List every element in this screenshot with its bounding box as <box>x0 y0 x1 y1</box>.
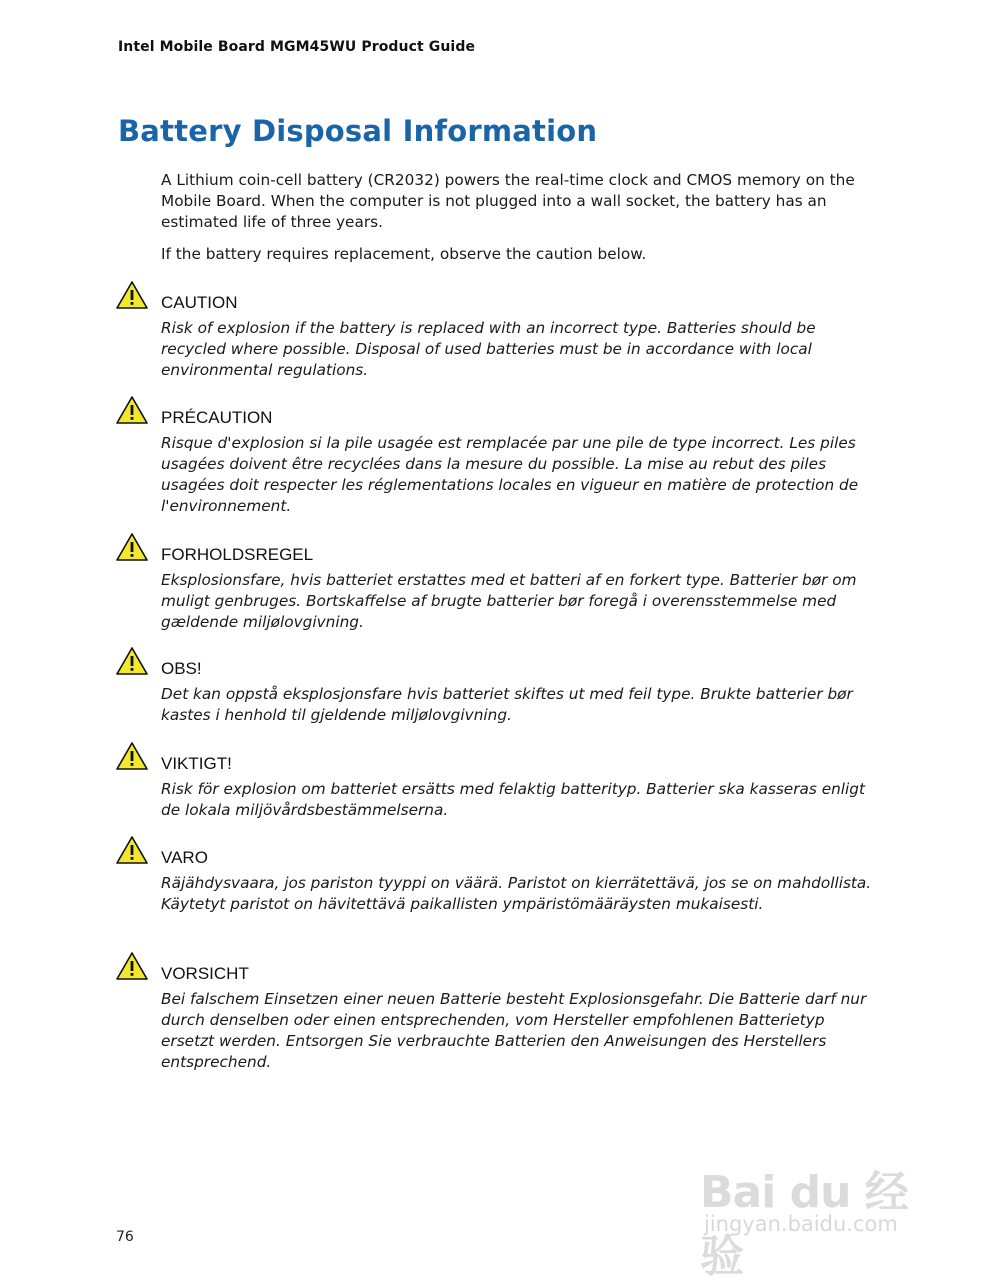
warning-triangle-icon <box>115 835 149 865</box>
caution-title: PRÉCAUTION <box>161 408 273 427</box>
caution-text: Risk för explosion om batteriet ersätts med felaktig batterityp. Batterier ska kasseras enligt de lokala miljövårdsbestämmelserna. <box>161 780 866 819</box>
caution-text: Bei falschem Einsetzen einer neuen Batterie besteht Explosionsgefahr. Die Batterie darf nur durch denselben oder einen entsprechenden, vom Hersteller empfohlenen Batterietyp ersetzt werden. Entsorgen Sie verbrauchte Batterien den Anweisungen des Herstellers entsprechend. <box>161 990 867 1071</box>
caution-list <box>0 280 989 1091</box>
caution-title: VARO <box>161 848 208 867</box>
running-header: Intel Mobile Board MGM45WU Product Guide <box>118 39 476 55</box>
caution-title: OBS! <box>161 659 202 678</box>
caution-title: FORHOLDSREGEL <box>161 545 314 564</box>
caution-block-fi <box>0 835 881 951</box>
warning-triangle-icon <box>115 532 149 562</box>
caution-block-en <box>0 280 881 395</box>
warning-triangle-icon <box>115 741 149 771</box>
warning-triangle-icon <box>115 395 149 425</box>
caution-block-sv <box>0 741 881 835</box>
intro-section <box>161 170 881 276</box>
caution-text: Eksplosionsfare, hvis batteriet erstattes med et batteri af en forkert type. Batterier bør om muligt genbruges. Bortskaffelse af brugte batterier bør foregå i overensstemmelse med gældende miljølovgivning. <box>161 571 857 631</box>
warning-triangle-icon <box>115 646 149 676</box>
warning-triangle-icon <box>115 280 149 310</box>
watermark-logo: Bai du 经验 <box>700 1167 908 1282</box>
caution-text: Det kan oppstå eksplosjonsfare hvis batteriet skiftes ut med feil type. Brukte batterier bør kastes i henhold til gjeldende miljølovgivning. <box>161 685 853 724</box>
caution-text: Risk of explosion if the battery is replaced with an incorrect type. Batteries should be recycled where possible. Disposal of used batteries must be in accordance with local environmental regulations. <box>161 319 816 379</box>
caution-block-de <box>0 951 881 1091</box>
intro-instruction: If the battery requires replacement, observe the caution below. <box>161 245 647 263</box>
warning-triangle-icon <box>115 951 149 981</box>
watermark-url: jingyan.baidu.com <box>704 1212 898 1236</box>
caution-title: VORSICHT <box>161 964 249 983</box>
caution-text: Risque d'explosion si la pile usagée est remplacée par une pile de type incorrect. Les piles usagées doivent être recyclées dans la mesure du possible. La mise au rebut des piles usagées doit respecter les réglementations locales en vigueur en matière de protection de l'environnement. <box>161 434 859 515</box>
page-title: Battery Disposal Information <box>118 114 598 148</box>
intro-paragraph: A Lithium coin-cell battery (CR2032) powers the real-time clock and CMOS memory on the Mobile Board. When the computer is not plugged into a wall socket, the battery has an estimated life of three years. <box>161 171 855 231</box>
caution-title: CAUTION <box>161 293 238 312</box>
caution-block-da <box>0 532 881 646</box>
caution-block-fr <box>0 395 881 532</box>
caution-text: Räjähdysvaara, jos pariston tyyppi on väärä. Paristot on kierrätettävä, jos se on mahdollista. Käytetyt paristot on hävitettävä paikallisten ympäristömääräysten mukaisesti. <box>161 874 872 913</box>
caution-block-no <box>0 646 881 741</box>
caution-title: VIKTIGT! <box>161 754 232 773</box>
watermark <box>700 1130 940 1282</box>
page-number: 76 <box>116 1229 134 1245</box>
